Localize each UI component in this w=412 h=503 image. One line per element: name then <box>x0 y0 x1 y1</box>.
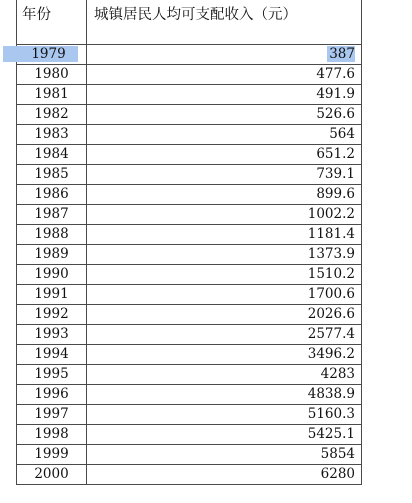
year-cell[interactable] <box>17 404 87 424</box>
income-cell[interactable] <box>87 84 362 104</box>
income-cell[interactable] <box>87 124 362 144</box>
income-cell[interactable] <box>87 384 362 404</box>
year-cell[interactable] <box>17 244 87 264</box>
income-cell[interactable] <box>87 284 362 304</box>
year-cell[interactable] <box>17 284 87 304</box>
table-row <box>17 44 362 64</box>
income-value: 4283 <box>320 365 355 382</box>
header-income[interactable]: 城镇居民人均可支配收入（元） <box>87 0 362 44</box>
table-row <box>17 204 362 224</box>
income-value: 1373.9 <box>307 245 355 262</box>
income-cell[interactable] <box>87 344 362 364</box>
year-text: 1998 <box>34 425 69 442</box>
year-cell[interactable] <box>17 344 87 364</box>
year-cell[interactable] <box>17 164 87 184</box>
income-cell[interactable] <box>87 184 362 204</box>
year-cell[interactable] <box>17 144 87 164</box>
year-text: 1987 <box>34 205 69 222</box>
income-value: 1510.2 <box>307 265 355 282</box>
table-row <box>17 244 362 264</box>
year-cell[interactable] <box>17 424 87 444</box>
year-text: 1985 <box>34 165 69 182</box>
year-cell[interactable] <box>17 124 87 144</box>
year-text: 1984 <box>34 145 69 162</box>
income-cell[interactable] <box>87 424 362 444</box>
income-value: 1002.2 <box>307 205 355 222</box>
income-value: 5854 <box>320 445 355 462</box>
year-cell[interactable] <box>17 44 87 64</box>
year-text: 2000 <box>34 465 69 482</box>
year-cell[interactable] <box>17 384 87 404</box>
year-cell[interactable] <box>17 304 87 324</box>
table-row <box>17 284 362 304</box>
income-value: 526.6 <box>316 105 355 122</box>
income-cell[interactable] <box>87 64 362 84</box>
year-text: 1995 <box>34 365 69 382</box>
income-value: 477.6 <box>316 65 355 82</box>
year-cell[interactable] <box>17 184 87 204</box>
year-cell[interactable] <box>17 204 87 224</box>
income-cell[interactable] <box>87 304 362 324</box>
income-value: 899.6 <box>316 185 355 202</box>
table-row <box>17 124 362 144</box>
table-row <box>17 104 362 124</box>
year-cell[interactable] <box>17 224 87 244</box>
year-text: 1997 <box>34 405 69 422</box>
year-cell[interactable] <box>17 84 87 104</box>
income-value: 5160.3 <box>307 405 355 422</box>
table-row <box>17 364 362 384</box>
year-text: 1982 <box>34 105 69 122</box>
income-value: 564 <box>329 125 355 142</box>
year-text: 1996 <box>34 385 69 402</box>
income-cell[interactable] <box>87 244 362 264</box>
table-row <box>17 464 362 484</box>
income-cell[interactable] <box>87 104 362 124</box>
income-cell[interactable] <box>87 164 362 184</box>
table-header-row <box>17 0 362 44</box>
year-text: 1989 <box>34 245 69 262</box>
year-text: 1980 <box>34 65 69 82</box>
year-cell[interactable] <box>17 324 87 344</box>
income-cell[interactable] <box>87 264 362 284</box>
income-cell[interactable] <box>87 144 362 164</box>
income-table <box>16 0 362 485</box>
year-cell[interactable] <box>17 364 87 384</box>
table-row <box>17 164 362 184</box>
year-cell[interactable] <box>17 64 87 84</box>
table-row <box>17 84 362 104</box>
table-row <box>17 64 362 84</box>
table-row <box>17 304 362 324</box>
year-cell[interactable] <box>17 104 87 124</box>
page-margin <box>0 0 16 503</box>
table-row <box>17 264 362 284</box>
income-cell[interactable] <box>87 224 362 244</box>
income-value: 1181.4 <box>307 225 355 242</box>
income-value: 2026.6 <box>307 305 355 322</box>
income-cell[interactable] <box>87 44 362 64</box>
table-row <box>17 424 362 444</box>
income-cell[interactable] <box>87 324 362 344</box>
income-cell[interactable] <box>87 464 362 484</box>
income-value: 651.2 <box>316 145 355 162</box>
table-row <box>17 324 362 344</box>
table-row <box>17 144 362 164</box>
year-text: 1979 <box>3 46 77 62</box>
income-cell[interactable] <box>87 204 362 224</box>
income-value: 3496.2 <box>307 345 355 362</box>
year-text: 1991 <box>34 285 69 302</box>
income-value: 491.9 <box>316 85 355 102</box>
year-text: 1992 <box>34 305 69 322</box>
year-cell[interactable] <box>17 444 87 464</box>
table-row <box>17 404 362 424</box>
year-text: 1983 <box>34 125 69 142</box>
income-value: 387 <box>329 45 355 62</box>
income-value: 739.1 <box>316 165 355 182</box>
year-text: 1990 <box>34 265 69 282</box>
income-value: 1700.6 <box>307 285 355 302</box>
income-value: 6280 <box>320 465 355 482</box>
year-text: 1986 <box>34 185 69 202</box>
table-row <box>17 224 362 244</box>
header-year[interactable]: 年份 <box>17 0 87 44</box>
income-cell[interactable] <box>87 404 362 424</box>
income-cell[interactable] <box>87 444 362 464</box>
year-text: 1993 <box>34 325 69 342</box>
year-text: 1994 <box>34 345 69 362</box>
income-value: 5425.1 <box>307 425 355 442</box>
table-row <box>17 384 362 404</box>
year-text: 1999 <box>34 445 69 462</box>
income-value: 2577.4 <box>307 325 355 342</box>
table-row <box>17 344 362 364</box>
income-value: 4838.9 <box>307 385 355 402</box>
table-row <box>17 444 362 464</box>
income-cell[interactable] <box>87 364 362 384</box>
year-text: 1981 <box>34 85 69 102</box>
year-text: 1988 <box>34 225 69 242</box>
year-cell[interactable] <box>17 464 87 484</box>
year-cell[interactable] <box>17 264 87 284</box>
table-row <box>17 184 362 204</box>
